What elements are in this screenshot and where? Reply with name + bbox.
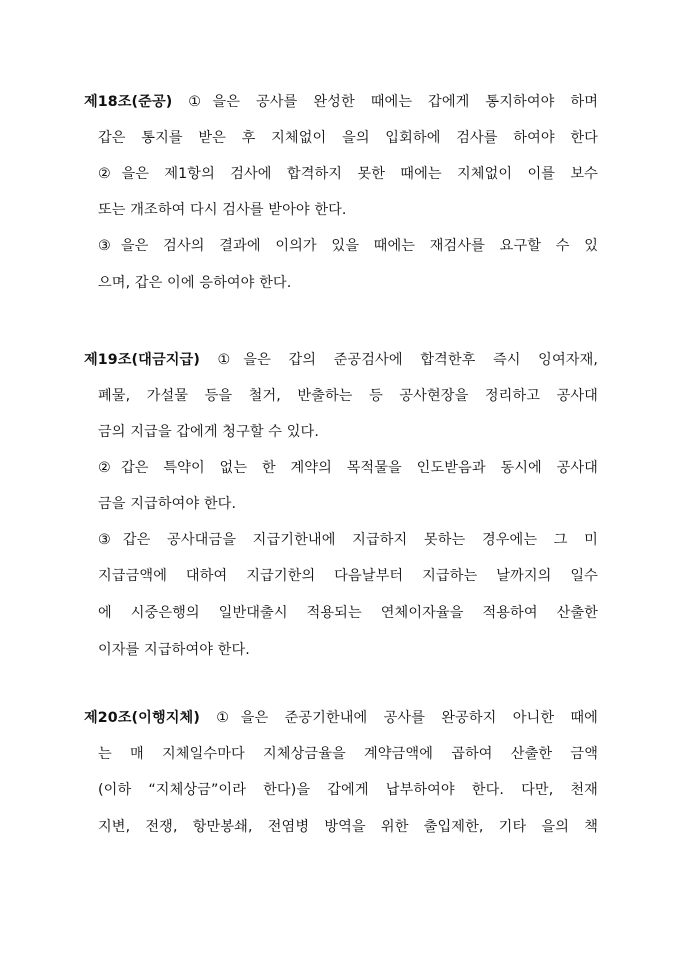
article-20-line-1 bbox=[84, 708, 598, 728]
article-18-line-3: ②을은 제1항의 검사에 합격하지 못한 때에는 지체없이 이를 보수 bbox=[98, 166, 598, 182]
article-19-line-8: 에 시중은행의 일반대출시 적용되는 연체이자율을 적용하여 산출한 bbox=[98, 605, 598, 621]
article-20-line-4: 지변, 전쟁, 항만봉쇄, 전염병 방역을 위한 출입제한, 기타 을의 책 bbox=[98, 819, 598, 835]
article-19-line-6: ③갑은 공사대금을 지급기한내에 지급하지 못하는 경우에는 그 미 bbox=[98, 532, 598, 548]
article-19-line-2: 폐물, 가설물 등을 철거, 반출하는 등 공사현장을 정리하고 공사대 bbox=[98, 388, 598, 404]
article-20-clause-1-start: ①을은 준공기한내에 공사를 완공하지 아니한 때에 bbox=[199, 710, 598, 726]
article-19-line-9: 이자를 지급하여야 한다. bbox=[98, 642, 250, 658]
article-20-line-3: (이하 “지체상금”이라 한다)을 갑에게 납부하여야 한다. 다만, 천재 bbox=[98, 782, 598, 798]
article-18-line-6: 으며, 갑은 이에 응하여야 한다. bbox=[98, 275, 292, 291]
article-18-line-1 bbox=[84, 92, 598, 112]
article-18-line-4: 또는 개조하여 다시 검사를 받아야 한다. bbox=[98, 202, 347, 218]
article-20-line-2: 는 매 지체일수마다 지체상금율을 계약금액에 곱하여 산출한 금액 bbox=[98, 746, 598, 762]
article-18-line-2: 갑은 통지를 받은 후 지체없이 을의 입회하에 검사를 하여야 한다 bbox=[98, 130, 598, 146]
article-19-line-4: ②갑은 특약이 없는 한 계약의 목적물을 인도받음과 동시에 공사대 bbox=[98, 460, 598, 476]
article-19-line-5: 금을 지급하여야 한다. bbox=[98, 496, 237, 512]
article-19-heading: 제19조(대금지급) bbox=[84, 352, 200, 368]
article-20-heading: 제20조(이행지체) bbox=[84, 710, 200, 726]
article-18-clause-1-start: ①을은 공사를 완성한 때에는 갑에게 통지하여야 하며 bbox=[172, 94, 598, 110]
article-18-heading: 제18조(준공) bbox=[84, 94, 173, 110]
article-19-line-7: 지급금액에 대하여 지급기한의 다음날부터 지급하는 날까지의 일수 bbox=[98, 568, 598, 584]
article-18-line-5: ③을은 검사의 결과에 이의가 있을 때에는 재검사를 요구할 수 있 bbox=[98, 238, 598, 254]
article-19-line-1 bbox=[84, 350, 598, 370]
article-19-line-3: 금의 지급을 갑에게 청구할 수 있다. bbox=[98, 424, 319, 440]
article-19-clause-1-start: ①을은 갑의 준공검사에 합격한후 즉시 잉여자재, bbox=[199, 352, 598, 368]
